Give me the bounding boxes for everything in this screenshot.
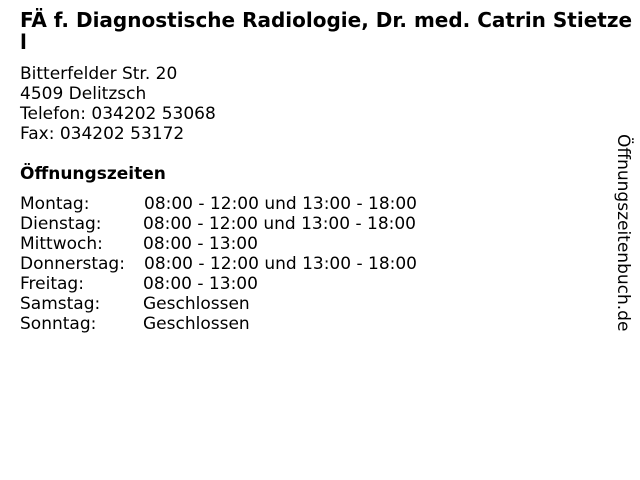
day-label: Dienstag: bbox=[20, 214, 102, 234]
day-label: Samstag: bbox=[20, 294, 101, 314]
postal-city: 4509 Delitzsch bbox=[20, 84, 147, 104]
day-hours: 08:00 - 13:00 bbox=[143, 234, 258, 254]
day-label: Donnerstag: bbox=[20, 254, 125, 274]
day-label: Sonntag: bbox=[20, 314, 97, 334]
watermark-text: Öffnungszeitenbuch.de bbox=[613, 134, 633, 332]
day-hours: 08:00 - 13:00 bbox=[143, 274, 258, 294]
day-label: Mittwoch: bbox=[20, 234, 103, 254]
day-hours: 08:00 - 12:00 und 13:00 - 18:00 bbox=[144, 254, 417, 274]
street-address: Bitterfelder Str. 20 bbox=[20, 64, 178, 84]
day-hours: Geschlossen bbox=[143, 294, 250, 314]
day-label: Freitag: bbox=[20, 274, 84, 294]
opening-hours-heading: Öffnungszeiten bbox=[20, 164, 166, 184]
day-hours: Geschlossen bbox=[143, 314, 250, 334]
day-hours: 08:00 - 12:00 und 13:00 - 18:00 bbox=[143, 214, 416, 234]
watermark bbox=[613, 134, 633, 364]
phone-number: Telefon: 034202 53068 bbox=[20, 104, 216, 124]
day-hours: 08:00 - 12:00 und 13:00 - 18:00 bbox=[144, 194, 417, 214]
page-title: FÄ f. Diagnostische Radiologie, Dr. med. Catrin Stietzel bbox=[20, 8, 633, 54]
address-block bbox=[20, 64, 216, 144]
fax-number: Fax: 034202 53172 bbox=[20, 124, 185, 144]
day-label: Montag: bbox=[20, 194, 90, 214]
